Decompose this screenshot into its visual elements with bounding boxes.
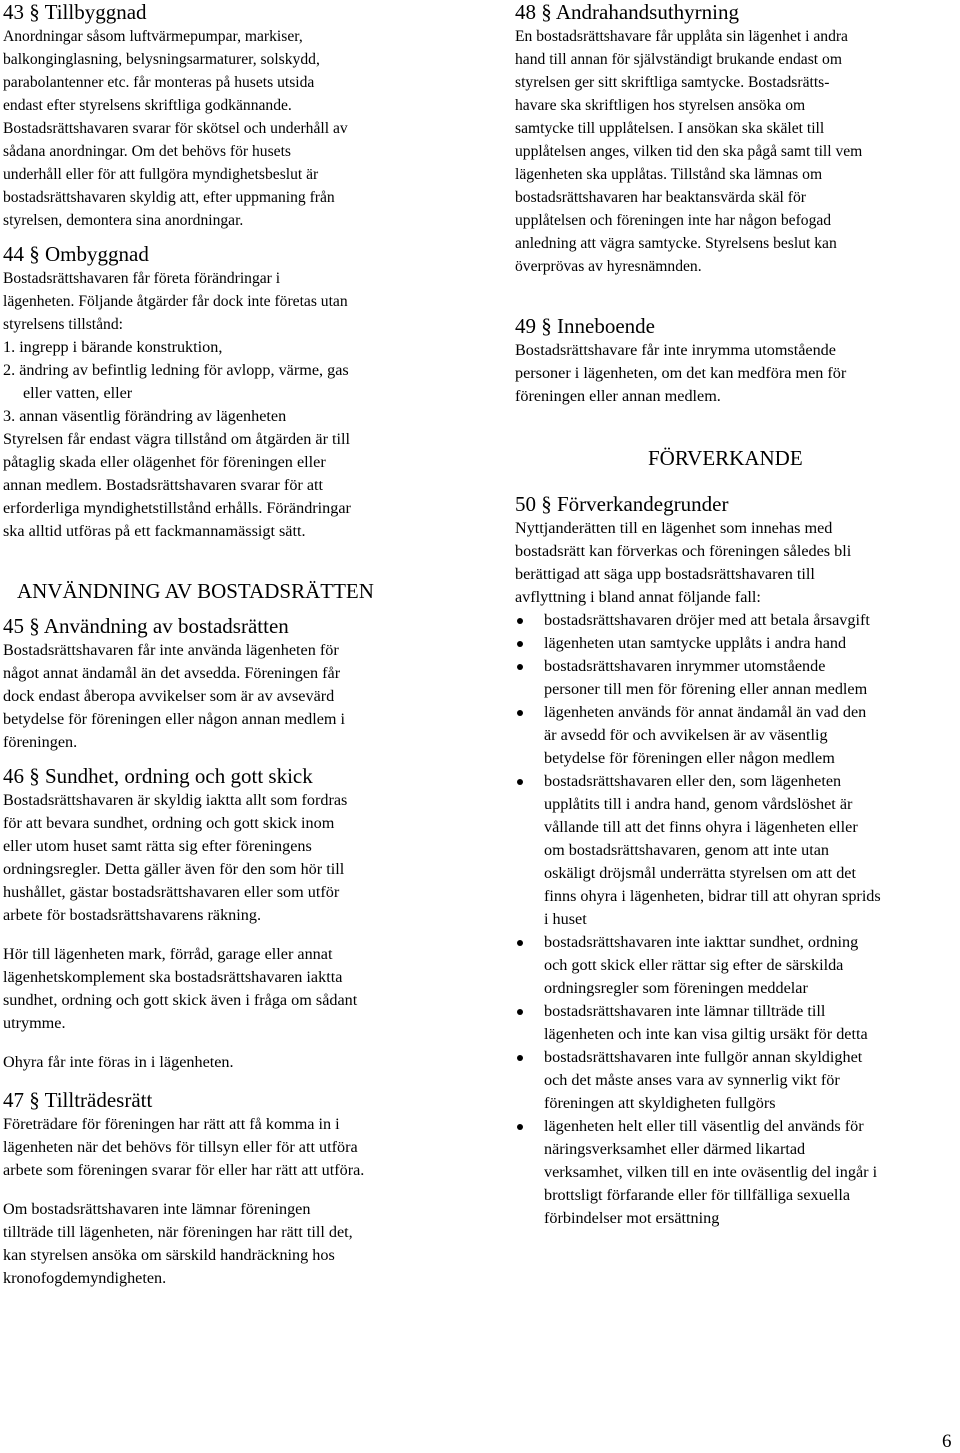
list-item-line: finns ohyra i lägenheten, bidrar till att ohyran sprids	[544, 887, 881, 905]
heading-44: 44 § Ombyggnad	[3, 242, 149, 266]
list-item-line: förbindelser mot ersättning	[544, 1209, 720, 1227]
text-line: Styrelsen får endast vägra tillstånd om åtgärden är till	[3, 430, 351, 448]
bullet-dot-icon	[517, 1124, 523, 1130]
numbered-item-continued: eller vatten, eller	[23, 384, 133, 402]
list-item-line: föreningen att skyldigheten fullgörs	[544, 1094, 776, 1112]
paragraph-50	[515, 517, 958, 609]
text-line: upplåtelsen anges, vilken tid den ska pågå samt till vem	[515, 143, 863, 160]
list-item-line: är avsedd för och avvikelsen är av väsentlig	[544, 726, 828, 744]
bullet-dot-icon	[517, 940, 523, 946]
list-item-line: lägenheten utan samtycke upplåts i andra hand	[544, 634, 847, 652]
text-line: Hör till lägenheten mark, förråd, garage eller annat	[3, 945, 333, 963]
text-line: Bostadsrättshavaren svarar för skötsel och underhåll av	[3, 120, 348, 137]
heading-47: 47 § Tillträdesrätt	[3, 1088, 153, 1112]
text-line: samtycke till upplåtelsen. I ansökan ska skälet till	[515, 120, 825, 137]
text-line: annan medlem. Bostadsrättshavaren svarar för att	[3, 476, 324, 494]
text-line: utrymme.	[3, 1014, 66, 1032]
text-line: tillträde till lägenheten, när föreningen har rätt till det,	[3, 1223, 353, 1241]
text-line: anledning att vägra samtycke. Styrelsens beslut kan	[515, 235, 837, 252]
text-line: styrelsen ger sitt skriftliga samtycke. Bostadsrätts-	[515, 74, 830, 91]
list-item-line: och det måste anses vara av synnerlig vikt för	[544, 1071, 840, 1089]
list-item-line: brottsligt förfarande eller för tillfälliga sexuella	[544, 1186, 851, 1204]
list-item-line: lägenheten används för annat ändamål än vad den	[544, 703, 867, 721]
text-line: ska alltid utföras på ett fackmannamässigt sätt.	[3, 522, 306, 540]
text-line: arbete som föreningen svarar för eller har rätt att utföra.	[3, 1161, 365, 1179]
bullet-dot-icon	[517, 779, 523, 785]
paragraph-47	[3, 1113, 451, 1182]
text-line: Bostadsrättshavare får inte inrymma utomstående	[515, 341, 836, 359]
list-item-line: personer till men för förening eller annan medlem	[544, 680, 868, 698]
text-line: bostadsrätt kan förverkas och föreningen således bli	[515, 542, 852, 560]
text-line: något annat ändamål än det avsedda. Föreningen får	[3, 664, 341, 682]
list-item-line: lägenheten och inte kan visa giltig ursäkt för detta	[544, 1025, 868, 1043]
paragraph-46-c: Ohyra får inte föras in i lägenheten.	[3, 1053, 234, 1071]
paragraph-47-b	[3, 1198, 451, 1290]
page-number: 6	[942, 1431, 952, 1452]
text-line: styrelsen, demontera sina anordningar.	[3, 212, 244, 229]
left-column	[3, 0, 451, 1290]
bullet-dot-icon	[517, 1055, 523, 1061]
paragraph-46-b	[3, 943, 451, 1035]
list-item-line: om bostadsrättshavaren, genom att inte utan	[544, 841, 830, 859]
bullet-dot-icon	[517, 641, 523, 647]
text-line: personer i lägenheten, om det kan medföra men för	[515, 364, 847, 382]
list-item-line: näringsverksamhet eller därmed likartad	[544, 1140, 806, 1158]
list-item-line: vållande till att det finns ohyra i lägenheten eller	[544, 818, 858, 836]
numbered-item: 3. annan väsentlig förändring av lägenheten	[3, 407, 287, 425]
list-item	[515, 655, 958, 701]
list-item-line: bostadsrättshavaren inrymmer utomstående	[544, 657, 826, 675]
text-line: Bostadsrättshavaren är skyldig iaktta allt som fordras	[3, 791, 348, 809]
list-item-line: ordningsregler som föreningen meddelar	[544, 979, 808, 997]
text-line: hushållet, gästar bostadsrättshavaren eller som utför	[3, 883, 340, 901]
forverkande-list	[515, 609, 958, 1230]
paragraph-44	[3, 267, 451, 543]
paragraph-49	[515, 339, 958, 408]
list-item-line: oskäligt dröjsmål underrätta styrelsen om att det	[544, 864, 856, 882]
section-title-anvandning: ANVÄNDNING AV BOSTADSRÄTTEN	[17, 579, 374, 603]
text-line: hand till annan för självständigt brukande endast om	[515, 51, 842, 68]
text-line: En bostadsrättshavare får upplåta sin lägenhet i andra	[515, 28, 848, 45]
text-line: lägenheten ska upplåtas. Tillstånd ska lämnas om	[515, 166, 823, 183]
heading-49: 49 § Inneboende	[515, 314, 655, 338]
list-item	[515, 701, 958, 770]
bullet-dot-icon	[517, 664, 523, 670]
text-line: balkonginglasning, belysningsarmaturer, solskydd,	[3, 51, 320, 68]
text-line: Bostadsrättshavaren får inte använda lägenheten för	[3, 641, 339, 659]
list-item-line: lägenheten helt eller till väsentlig del används för	[544, 1117, 864, 1135]
text-line: Anordningar såsom luftvärmepumpar, markiser,	[3, 28, 303, 45]
list-item	[515, 1046, 958, 1115]
text-line: upplåtelsen och föreningen inte har någon befogad	[515, 212, 832, 229]
heading-43: 43 § Tillbyggnad	[3, 0, 147, 24]
text-line: lägenheten. Följande åtgärder får dock inte företas utan	[3, 293, 348, 310]
paragraph-46	[3, 789, 451, 927]
list-item	[515, 1115, 958, 1230]
text-line: Bostadsrättshavaren får företa förändringar i	[3, 270, 281, 287]
text-line: erforderliga myndighetstillstånd erhålls. Förändringar	[3, 499, 351, 517]
list-item	[515, 931, 958, 1000]
list-item	[515, 770, 958, 931]
list-item-line: bostadsrättshavaren inte lämnar tillträde till	[544, 1002, 826, 1020]
heading-45: 45 § Användning av bostadsrätten	[3, 614, 289, 638]
text-line: avflyttning i bland annat följande fall:	[515, 588, 761, 606]
numbered-item: 1. ingrepp i bärande konstruktion,	[3, 338, 223, 356]
text-line: Om bostadsrättshavaren inte lämnar föreningen	[3, 1200, 311, 1218]
heading-46: 46 § Sundhet, ordning och gott skick	[3, 764, 313, 788]
text-line: parabolantenner etc. får monteras på husets utsida	[3, 74, 315, 91]
text-line: endast efter styrelsens skriftliga godkännande.	[3, 97, 292, 114]
text-line: bostadsrättshavaren skyldig att, efter uppmaning från	[3, 189, 335, 206]
text-line: styrelsens tillstånd:	[3, 316, 123, 333]
list-item	[515, 1000, 958, 1046]
list-item-line: verksamhet, vilken till en inte oväsentlig del ingår i	[544, 1163, 878, 1181]
text-line: ordningsregler. Detta gäller även för den som hör till	[3, 860, 345, 878]
text-line: sundhet, ordning och gott skick även i fråga om sådant	[3, 991, 358, 1009]
section-title-forverkande: FÖRVERKANDE	[648, 446, 803, 470]
list-item-line: bostadsrättshavaren inte iakttar sundhet, ordning	[544, 933, 859, 951]
list-item-line: betydelse för föreningen eller någon medlem	[544, 749, 835, 767]
text-line: påtaglig skada eller olägenhet för föreningen eller	[3, 453, 326, 471]
text-line: lägenhetskomplement ska bostadsrättshavaren iaktta	[3, 968, 343, 986]
text-line: lägenheten när det behövs för tillsyn eller för att utföra	[3, 1138, 358, 1156]
text-line: kan styrelsen ansöka om särskild handräckning hos	[3, 1246, 335, 1264]
heading-48: 48 § Andrahandsuthyrning	[515, 0, 739, 24]
text-line: underhåll eller för att fullgöra myndighetsbeslut är	[3, 166, 319, 183]
list-item-line: och gott skick eller rättar sig efter de särskilda	[544, 956, 844, 974]
list-item	[515, 609, 958, 632]
list-item-line: i huset	[544, 910, 587, 928]
text-line: arbete för bostadsrättshavarens räkning.	[3, 906, 262, 924]
list-item-line: bostadsrättshavaren dröjer med att betala årsavgift	[544, 611, 870, 629]
list-item	[515, 632, 958, 655]
text-line: föreningen eller annan medlem.	[515, 387, 721, 405]
bullet-dot-icon	[517, 710, 523, 716]
text-line: Nyttjanderätten till en lägenhet som innehas med	[515, 519, 833, 537]
text-line: bostadsrättshavaren har beaktansvärda skäl för	[515, 189, 806, 206]
text-line: berättigad att säga upp bostadsrättshavaren till	[515, 565, 815, 583]
text-line: för att bevara sundhet, ordning och gott skick inom	[3, 814, 335, 832]
numbered-item: 2. ändring av befintlig ledning för avlopp, värme, gas	[3, 361, 349, 379]
text-line: sådana anordningar. Om det behövs för husets	[3, 143, 291, 160]
list-item-line: upplåtits till i andra hand, genom vårdslöshet är	[544, 795, 853, 813]
text-line: kronofogdemyndigheten.	[3, 1269, 167, 1287]
text-line: dock endast åberopa avvikelser som är av avsevärd	[3, 687, 335, 705]
right-column	[515, 0, 958, 1230]
text-line: Företrädare för föreningen har rätt att få komma in i	[3, 1115, 340, 1133]
text-line: överprövas av hyresnämnden.	[515, 258, 702, 275]
text-line: havare ska skriftligen hos styrelsen ansöka om	[515, 97, 806, 114]
bullet-dot-icon	[517, 1009, 523, 1015]
list-item-line: bostadsrättshavaren inte fullgör annan skyldighet	[544, 1048, 863, 1066]
text-line: föreningen.	[3, 733, 78, 751]
text-line: betydelse för föreningen eller någon annan medlem i	[3, 710, 346, 728]
paragraph-48	[515, 25, 958, 278]
list-item-line: bostadsrättshavaren eller den, som lägenheten	[544, 772, 842, 790]
heading-50: 50 § Förverkandegrunder	[515, 492, 729, 516]
text-line: eller utom huset samt rätta sig efter föreningens	[3, 837, 312, 855]
paragraph-43	[3, 25, 451, 232]
bullet-dot-icon	[517, 618, 523, 624]
paragraph-45	[3, 639, 451, 754]
